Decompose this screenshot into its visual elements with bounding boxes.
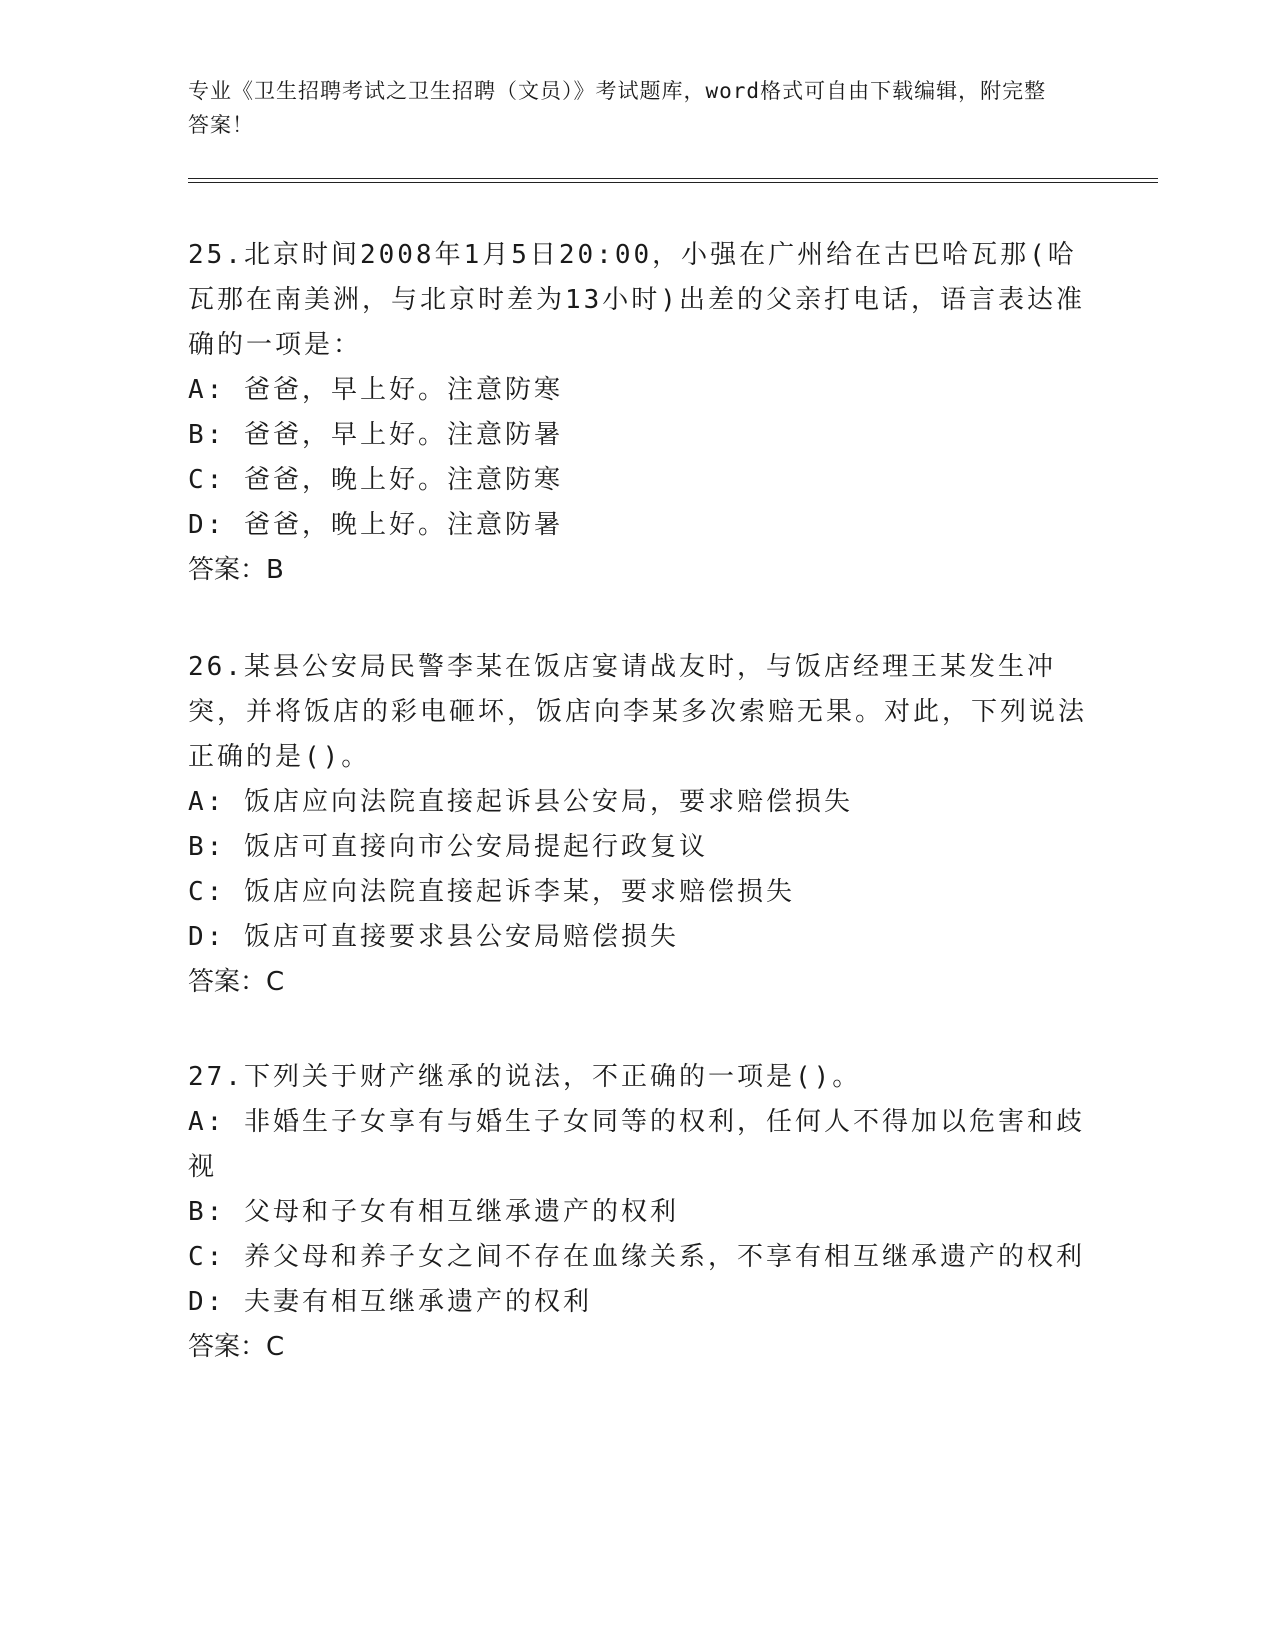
option-c: C: 养父母和养子女之间不存在血缘关系，不享有相互继承遗产的权利	[188, 1242, 1085, 1272]
question-stem: 26.某县公安局民警李某在饭店宴请战友时，与饭店经理王某发生冲突，并将饭店的彩电砸坏，饭店向李某多次索赔无果。对此，下列说法正确的是()。	[188, 652, 1088, 772]
question-stem: 27.下列关于财产继承的说法，不正确的一项是()。	[188, 1062, 862, 1092]
option-d: D: 夫妻有相互继承遗产的权利	[188, 1287, 592, 1317]
answer-label: 答案：B	[188, 555, 284, 585]
question-27	[188, 1055, 1088, 1370]
answer-label: 答案：C	[188, 967, 285, 997]
question-26	[188, 645, 1088, 1005]
option-d: D: 爸爸，晚上好。注意防暑	[188, 510, 563, 540]
option-a: A: 非婚生子女享有与婚生子女同等的权利，任何人不得加以危害和歧视	[188, 1107, 1085, 1182]
option-b: B: 饭店可直接向市公安局提起行政复议	[188, 832, 708, 862]
option-c: C: 饭店应向法院直接起诉李某，要求赔偿损失	[188, 877, 795, 907]
question-25	[188, 233, 1088, 593]
header-divider	[188, 178, 1158, 183]
answer-label: 答案：C	[188, 1332, 285, 1362]
option-d: D: 饭店可直接要求县公安局赔偿损失	[188, 922, 679, 952]
option-b: B: 爸爸，早上好。注意防暑	[188, 420, 563, 450]
option-b: B: 父母和子女有相互继承遗产的权利	[188, 1197, 679, 1227]
question-stem: 25.北京时间2008年1月5日20:00，小强在广州给在古巴哈瓦那(哈瓦那在南美洲，与北京时差为13小时)出差的父亲打电话，语言表达准确的一项是：	[188, 240, 1085, 360]
option-a: A: 爸爸，早上好。注意防寒	[188, 375, 563, 405]
option-c: C: 爸爸，晚上好。注意防寒	[188, 465, 563, 495]
option-a: A: 饭店应向法院直接起诉县公安局，要求赔偿损失	[188, 787, 853, 817]
page-header: 专业《卫生招聘考试之卫生招聘（文员）》考试题库，word格式可自由下载编辑，附完整答案！	[188, 79, 1047, 137]
